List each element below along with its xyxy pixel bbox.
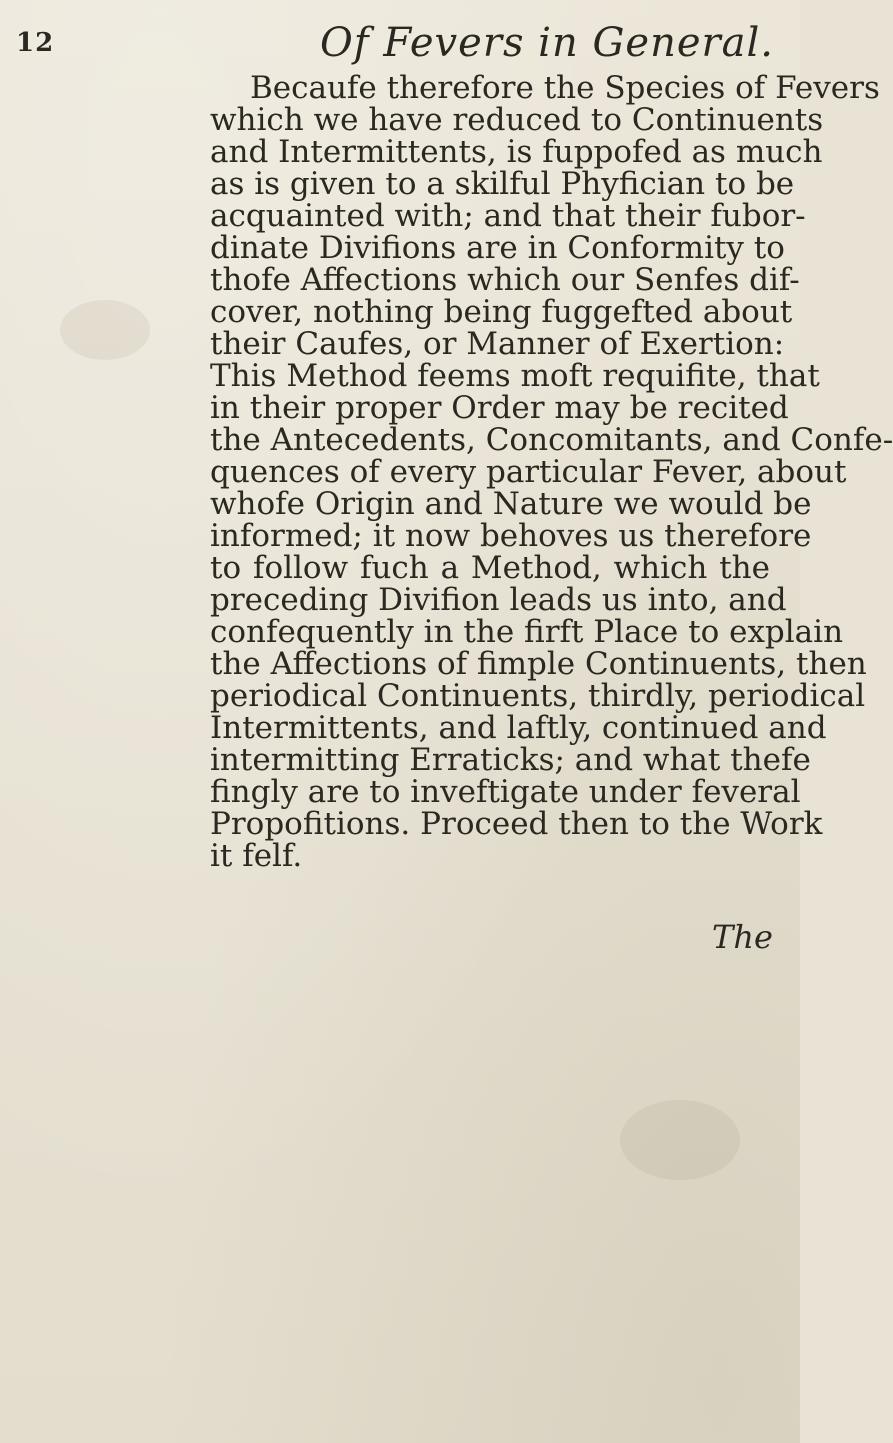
text-line: dinate Divifions are in Conformity to xyxy=(210,230,785,266)
text-line: This Method feems moft requifite, that xyxy=(210,358,820,394)
text-line: periodical Continuents, thirdly, periodical xyxy=(210,678,866,714)
text-line: the Antecedents, Concomitants, and Confe- xyxy=(210,422,893,458)
text-line: thofe Affections which our Senfes dif- xyxy=(210,262,800,298)
text-line: and Intermittents, is fuppofed as much xyxy=(210,134,823,170)
text-line: whofe Origin and Nature we would be xyxy=(210,486,812,522)
catchword: The xyxy=(712,918,773,956)
paper-stain xyxy=(620,1100,740,1180)
page-number: 12 xyxy=(16,28,55,58)
text-line: confequently in the firft Place to explain xyxy=(210,614,844,650)
text-line: which we have reduced to Continuents xyxy=(210,102,824,138)
text-line: the Affections of fimple Continuents, then xyxy=(210,646,867,682)
running-head: Of Fevers in General. xyxy=(320,20,774,66)
text-line: informed; it now behoves us therefore xyxy=(210,518,812,554)
text-line: it felf. xyxy=(210,838,303,874)
text-line: fingly are to inveftigate under feveral xyxy=(210,774,801,810)
text-line: to follow fuch a Method, which the xyxy=(210,550,770,586)
paper-stain xyxy=(60,300,150,360)
text-line: Becaufe therefore the Species of Fevers xyxy=(250,70,880,106)
text-line: preceding Divifion leads us into, and xyxy=(210,582,787,618)
text-line: intermitting Erraticks; and what thefe xyxy=(210,742,811,778)
text-line: Intermittents, and laftly, continued and xyxy=(210,710,827,746)
text-line: in their proper Order may be recited xyxy=(210,390,789,426)
text-line: Propofitions. Proceed then to the Work xyxy=(210,806,823,842)
text-line: acquainted with; and that their fubor- xyxy=(210,198,806,234)
text-line: their Caufes, or Manner of Exertion: xyxy=(210,326,785,362)
text-line: as is given to a skilful Phyfician to be xyxy=(210,166,795,202)
text-line: cover, nothing being fuggefted about xyxy=(210,294,793,330)
text-line: quences of every particular Fever, about xyxy=(210,454,847,490)
body-text xyxy=(210,70,893,874)
